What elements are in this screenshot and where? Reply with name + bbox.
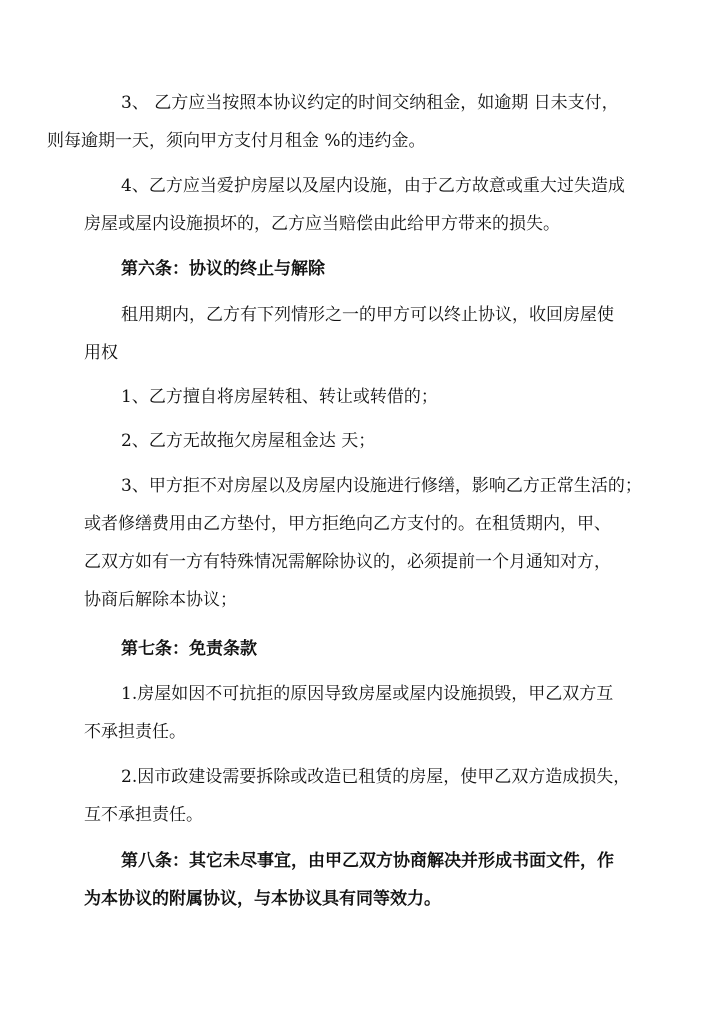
clause-6-item-2: 2、乙方无故拖欠房屋租金达 天； [121, 431, 376, 451]
clause-7-item-1 [84, 675, 644, 751]
text-line: 为本协议的附属协议，与本协议具有同等效力。 [84, 889, 441, 909]
section-heading-8 [84, 842, 644, 918]
text-line: 乙双方如有一方有特殊情况需解除协议的，必须提前一个月通知对方， [84, 552, 611, 572]
clause-6-intro [84, 296, 644, 372]
text-line: 2.因市政建设需要拆除或改造已租赁的房屋，使甲乙双方造成损失， [121, 767, 631, 787]
section-heading-6: 第六条：协议的终止与解除 [121, 259, 325, 279]
text-line: 3、甲方拒不对房屋以及房屋内设施进行修缮，影响乙方正常生活的； [121, 476, 642, 496]
text-line: 则每逾期一天，须向甲方支付月租金 %的违约金。 [47, 131, 426, 151]
section-heading-7: 第七条：免责条款 [121, 639, 257, 659]
text-line: 4、乙方应当爱护房屋以及屋内设施，由于乙方故意或重大过失造成 [121, 176, 625, 196]
text-line: 互不承担责任。 [84, 805, 203, 825]
text-line: 租用期内，乙方有下列情形之一的甲方可以终止协议，收回房屋使 [121, 305, 614, 325]
clause-6-item-3 [84, 467, 644, 619]
text-line: 或者修缮费用由乙方垫付，甲方拒绝向乙方支付的。在租赁期内，甲、 [84, 514, 611, 534]
clause-7-item-2 [84, 758, 644, 834]
text-line: 1.房屋如因不可抗拒的原因导致房屋或屋内设施损毁，甲乙双方互 [121, 684, 614, 704]
clause-5-item-3 [47, 84, 644, 160]
text-line: 用权 [84, 343, 118, 363]
clause-5-item-4 [84, 167, 644, 243]
clause-6-item-1: 1、乙方擅自将房屋转租、转让或转借的； [121, 387, 438, 407]
text-line: 3、 乙方应当按照本协议约定的时间交纳租金，如逾期 日未支付， [121, 93, 619, 113]
text-line: 房屋或屋内设施损坏的，乙方应当赔偿由此给甲方带来的损失。 [84, 214, 560, 234]
text-line: 第八条：其它未尽事宜，由甲乙双方协商解决并形成书面文件，作 [121, 851, 614, 871]
text-line: 不承担责任。 [84, 722, 186, 742]
text-line: 协商后解除本协议； [84, 590, 237, 610]
